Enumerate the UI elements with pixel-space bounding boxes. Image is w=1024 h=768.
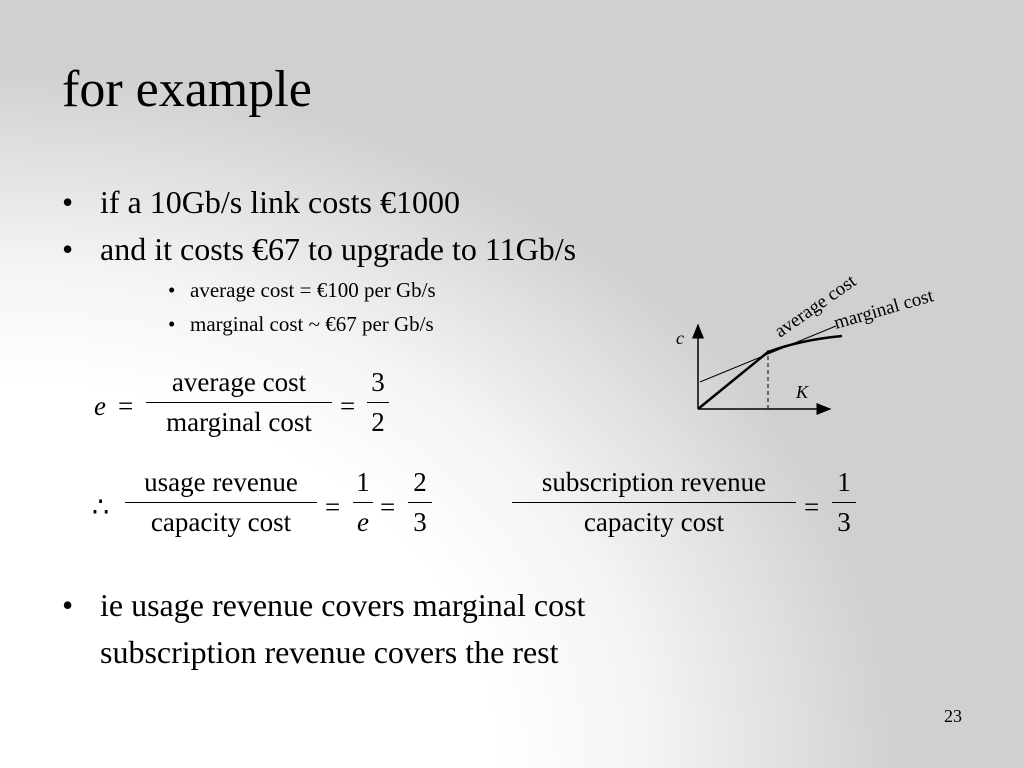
numerator: 1 (353, 467, 373, 503)
subscription-ratio-fraction (512, 467, 796, 538)
equals-sign: = (118, 391, 134, 421)
y-axis-label: c (676, 328, 684, 348)
numerator: 2 (408, 467, 432, 503)
cost-curve (698, 336, 842, 409)
denominator: marginal cost (166, 407, 312, 437)
usage-ratio-fraction (125, 467, 317, 538)
numerator: average cost (146, 367, 332, 403)
numerator: 3 (367, 367, 389, 403)
x-axis-label: K (796, 382, 809, 402)
numerator: usage revenue (125, 467, 317, 503)
denominator: capacity cost (150, 507, 292, 537)
result-fraction (367, 367, 389, 438)
denominator: e (357, 507, 369, 537)
bullet-link-cost: • if a 10Gb/s link costs €1000 (62, 184, 460, 220)
equals-sign: = (804, 492, 820, 522)
marginal-cost-curve-label: marginal cost (831, 285, 936, 334)
page-number: 23 (944, 706, 962, 726)
sub-bullet-average-cost: • average cost = €100 per Gb/s (168, 278, 436, 302)
equals-sign: = (325, 492, 341, 522)
bullet-marker: • (62, 231, 74, 267)
sub-bullet-marginal-cost: • marginal cost ~ €67 per Gb/s (168, 312, 434, 336)
inverse-elasticity-fraction (353, 467, 373, 538)
numerator: subscription revenue (512, 467, 796, 503)
bullet-marker: • (62, 184, 74, 220)
cost-ratio-fraction (146, 367, 332, 438)
denominator: 3 (413, 507, 427, 537)
bullet-upgrade-cost: • and it costs €67 to upgrade to 11Gb/s (62, 231, 577, 267)
result-fraction (408, 467, 432, 538)
equals-sign: = (340, 391, 356, 421)
denominator: 3 (837, 507, 851, 537)
denominator: capacity cost (583, 507, 725, 537)
therefore-symbol: ∴ (92, 492, 110, 522)
conclusion-continuation: subscription revenue covers the rest (100, 634, 559, 670)
result-fraction (832, 467, 856, 538)
bullet-marker: • (62, 587, 74, 623)
numerator: 1 (832, 467, 856, 503)
bullet-conclusion: • ie usage revenue covers marginal cost (62, 587, 586, 623)
denominator: 2 (371, 407, 385, 437)
slide-title: for example (62, 61, 312, 118)
elasticity-symbol: e (94, 391, 106, 421)
equals-sign: = (380, 492, 396, 522)
bullet-marker: • (168, 312, 176, 336)
average-cost-curve-label: average cost (770, 270, 861, 343)
cost-curve-diagram (660, 240, 1000, 430)
bullet-marker: • (168, 278, 176, 302)
